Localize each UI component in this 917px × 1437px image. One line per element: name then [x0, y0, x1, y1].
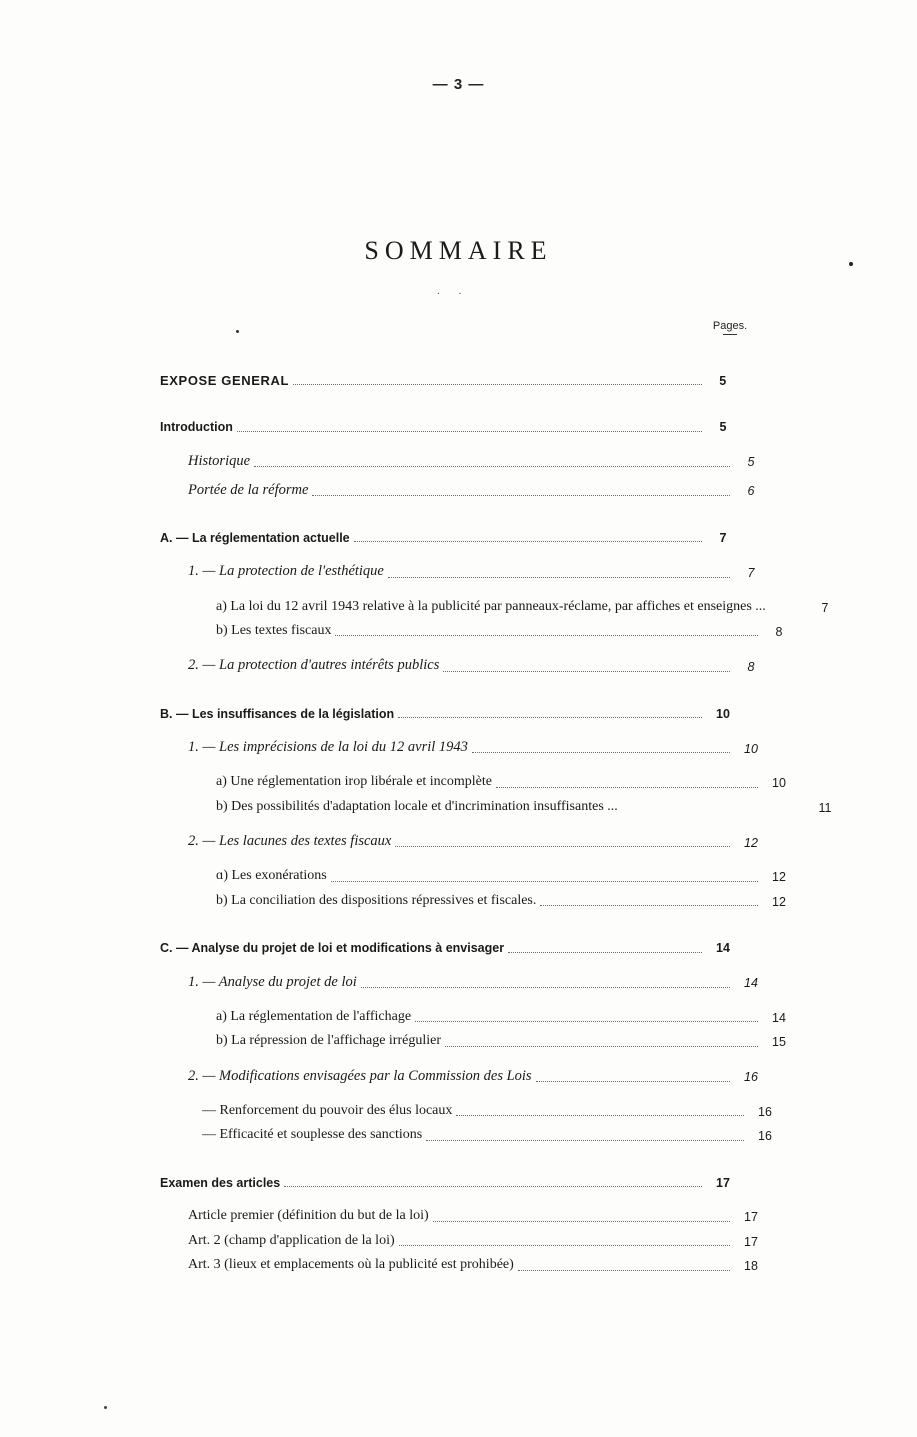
toc-entry-page: 5	[747, 455, 755, 470]
toc-entry[interactable]	[216, 773, 796, 791]
toc-entry[interactable]	[188, 1207, 768, 1225]
toc-entry-label: — Efficacité et souplesse des sanctions	[202, 1127, 423, 1143]
toc-leader-dots	[284, 1185, 702, 1187]
toc-spacer	[160, 348, 740, 372]
toc-entry-page: 12	[772, 870, 786, 885]
toc-entry-page: 15	[772, 1035, 786, 1050]
toc-leader-dots	[395, 845, 730, 847]
toc-spacer	[160, 500, 740, 530]
toc-entry-page: 10	[716, 706, 730, 721]
toc-leader-dots	[388, 576, 730, 578]
toc-entry-label: Article premier (définition du but de la loi)	[188, 1208, 429, 1224]
toc-entry-page: 18	[744, 1259, 758, 1274]
toc-entry[interactable]	[188, 973, 768, 992]
toc-spacer	[160, 389, 740, 419]
toc-leader-dots	[508, 951, 702, 953]
toc-entry-label: b) Les textes fiscaux	[216, 623, 332, 638]
toc-entry-label: a) La réglementation de l'affichage	[216, 1008, 412, 1024]
toc-leader-dots	[536, 1080, 730, 1082]
toc-leader-dots	[335, 634, 758, 636]
toc-entry-page: 17	[744, 1234, 758, 1249]
toc-leader-dots	[496, 786, 758, 788]
toc-spacer	[160, 1191, 740, 1207]
toc-spacer	[160, 546, 740, 562]
toc-leader-dots	[354, 540, 702, 542]
toc-entry-page: 14	[744, 976, 758, 991]
toc-spacer	[160, 1145, 740, 1175]
toc-entry[interactable]	[216, 622, 796, 640]
pages-column-label: Pages.	[712, 320, 748, 332]
toc-entry[interactable]	[216, 867, 796, 885]
toc-leader-dots	[456, 1114, 744, 1116]
toc-spacer	[160, 436, 740, 452]
toc-entry-label: Examen des articles	[160, 1175, 281, 1190]
toc-leader-dots	[293, 383, 702, 385]
toc-leader-dots	[433, 1220, 730, 1222]
toc-entry[interactable]	[188, 1256, 768, 1274]
toc-spacer	[160, 640, 740, 656]
toc-spacer	[160, 471, 740, 481]
toc-leader-dots	[445, 1045, 758, 1047]
pages-column-header	[690, 320, 770, 335]
toc-entry-page: 12	[772, 894, 786, 909]
toc-entry[interactable]	[216, 1008, 796, 1026]
toc-spacer	[160, 910, 740, 940]
toc-entry[interactable]	[188, 832, 768, 851]
toc-leader-dots	[540, 904, 758, 906]
toc-entry[interactable]	[202, 1102, 782, 1120]
toc-spacer	[160, 1086, 740, 1102]
toc-leader-dots	[237, 430, 702, 432]
toc-entry-label: 2. — Les lacunes des textes fiscaux	[188, 833, 392, 850]
toc-spacer	[160, 816, 740, 832]
toc-leader-dots	[518, 1269, 730, 1271]
toc-spacer	[160, 757, 740, 773]
page-title: SOMMAIRE	[364, 236, 553, 265]
toc-entry-label: 2. — Modifications envisagées par la Commission des Lois	[188, 1067, 532, 1084]
toc-entry[interactable]	[188, 452, 768, 471]
toc-entry-label: — Renforcement du pouvoir des élus locaux	[202, 1102, 453, 1118]
toc-entry[interactable]	[188, 656, 768, 675]
toc-spacer	[160, 722, 740, 738]
title-decoration: . .	[437, 285, 470, 297]
toc-entry-label: b) La conciliation des dispositions répressives et fiscales.	[216, 892, 537, 908]
toc-spacer	[160, 992, 740, 1008]
toc-entry-label: b) La répression de l'affichage irrégulier	[216, 1033, 441, 1049]
toc-entry-label: b) Des possibilités d'adaptation locale et d'incrimination insuffisantes ...	[216, 798, 618, 814]
toc-entry-label: Art. 3 (lieux et emplacements où la publicité est prohibée)	[188, 1257, 514, 1273]
toc-leader-dots	[398, 716, 702, 718]
toc-entry[interactable]	[160, 419, 740, 436]
toc-entry-page: 6	[747, 484, 755, 499]
toc-entry-label: 1. — La protection de l'esthétique	[188, 563, 384, 580]
toc-spacer	[160, 851, 740, 867]
toc-entry-page: 14	[716, 941, 730, 956]
toc-entry-page: 14	[772, 1010, 786, 1025]
toc-spacer	[160, 1051, 740, 1067]
toc-entry-label: 1. — Les imprécisions de la loi du 12 avril 1943	[188, 739, 468, 756]
toc-leader-dots	[443, 670, 730, 672]
toc-leader-dots	[472, 751, 730, 753]
toc-entry[interactable]	[188, 1067, 768, 1086]
toc-entry-label: Historique	[188, 452, 251, 469]
toc-spacer	[160, 676, 740, 706]
toc-entry-page: 16	[758, 1129, 772, 1144]
toc-entry-page: 12	[744, 835, 758, 850]
toc-entry-label: 2. — La protection d'autres intérêts publics	[188, 657, 440, 674]
toc-spacer	[160, 957, 740, 973]
bottom-margin-dot-icon	[104, 1406, 107, 1409]
toc-leader-dots	[426, 1139, 744, 1141]
toc-entry-label: a) La loi du 12 avril 1943 relative à la publicité par panneaux-réclame, par affiches et enseignes ...	[216, 598, 766, 614]
toc-entry[interactable]	[216, 892, 796, 910]
toc-entry-page: 10	[744, 741, 758, 756]
toc-entry-page: 7	[747, 566, 755, 581]
table-of-contents	[160, 348, 832, 1275]
toc-entry[interactable]	[160, 372, 740, 389]
toc-entry-label: B. — Les insuffisances de la législation	[160, 706, 395, 721]
toc-entry-label: Portée de la réforme	[188, 481, 309, 498]
toc-leader-dots	[361, 986, 730, 988]
toc-entry[interactable]	[216, 1032, 796, 1050]
toc-leader-dots	[399, 1244, 730, 1246]
toc-entry-page: 8	[747, 660, 755, 675]
pages-column-rule	[723, 334, 737, 335]
toc-entry-page: 16	[758, 1104, 772, 1119]
stray-dot-icon	[236, 330, 239, 333]
toc-entry-page: 11	[818, 800, 832, 815]
toc-entry-page: 7	[719, 530, 727, 545]
toc-entry[interactable]	[188, 481, 768, 500]
toc-leader-dots	[331, 880, 758, 882]
toc-entry-label: EXPOSE GENERAL	[160, 373, 290, 388]
toc-entry[interactable]	[188, 562, 768, 581]
toc-entry-page: 16	[744, 1070, 758, 1085]
toc-entry[interactable]	[160, 940, 740, 957]
toc-spacer	[160, 582, 740, 598]
toc-entry[interactable]	[216, 798, 842, 816]
toc-leader-dots	[415, 1020, 758, 1022]
toc-entry-page: 8	[775, 624, 783, 639]
toc-entry[interactable]	[216, 598, 842, 616]
toc-leader-dots	[312, 494, 730, 496]
toc-entry-page: 7	[821, 600, 829, 615]
toc-entry-page: 10	[772, 776, 786, 791]
toc-entry-label: A. — La réglementation actuelle	[160, 530, 350, 545]
toc-entry-label: ɑ) Les exonérations	[216, 868, 327, 884]
toc-leader-dots	[254, 465, 730, 467]
toc-entry[interactable]	[160, 706, 740, 723]
toc-entry[interactable]	[160, 530, 740, 547]
toc-entry-label: 1. — Analyse du projet de loi	[188, 973, 357, 990]
toc-entry[interactable]	[160, 1175, 740, 1192]
toc-entry-page: 17	[716, 1175, 730, 1190]
toc-entry[interactable]	[188, 1232, 768, 1250]
toc-entry[interactable]	[188, 738, 768, 757]
toc-entry-page: 17	[744, 1210, 758, 1225]
toc-entry-label: Introduction	[160, 420, 233, 435]
page-number: — 3 —	[432, 76, 485, 93]
toc-entry-page: 5	[719, 420, 727, 435]
toc-entry-label: C. — Analyse du projet de loi et modifications à envisager	[160, 941, 505, 956]
toc-entry[interactable]	[202, 1126, 782, 1144]
toc-entry-label: a) Une réglementation irop libérale et incomplète	[216, 774, 492, 790]
toc-entry-page: 5	[719, 373, 727, 388]
toc-entry-label: Art. 2 (champ d'application de la loi)	[188, 1232, 395, 1248]
